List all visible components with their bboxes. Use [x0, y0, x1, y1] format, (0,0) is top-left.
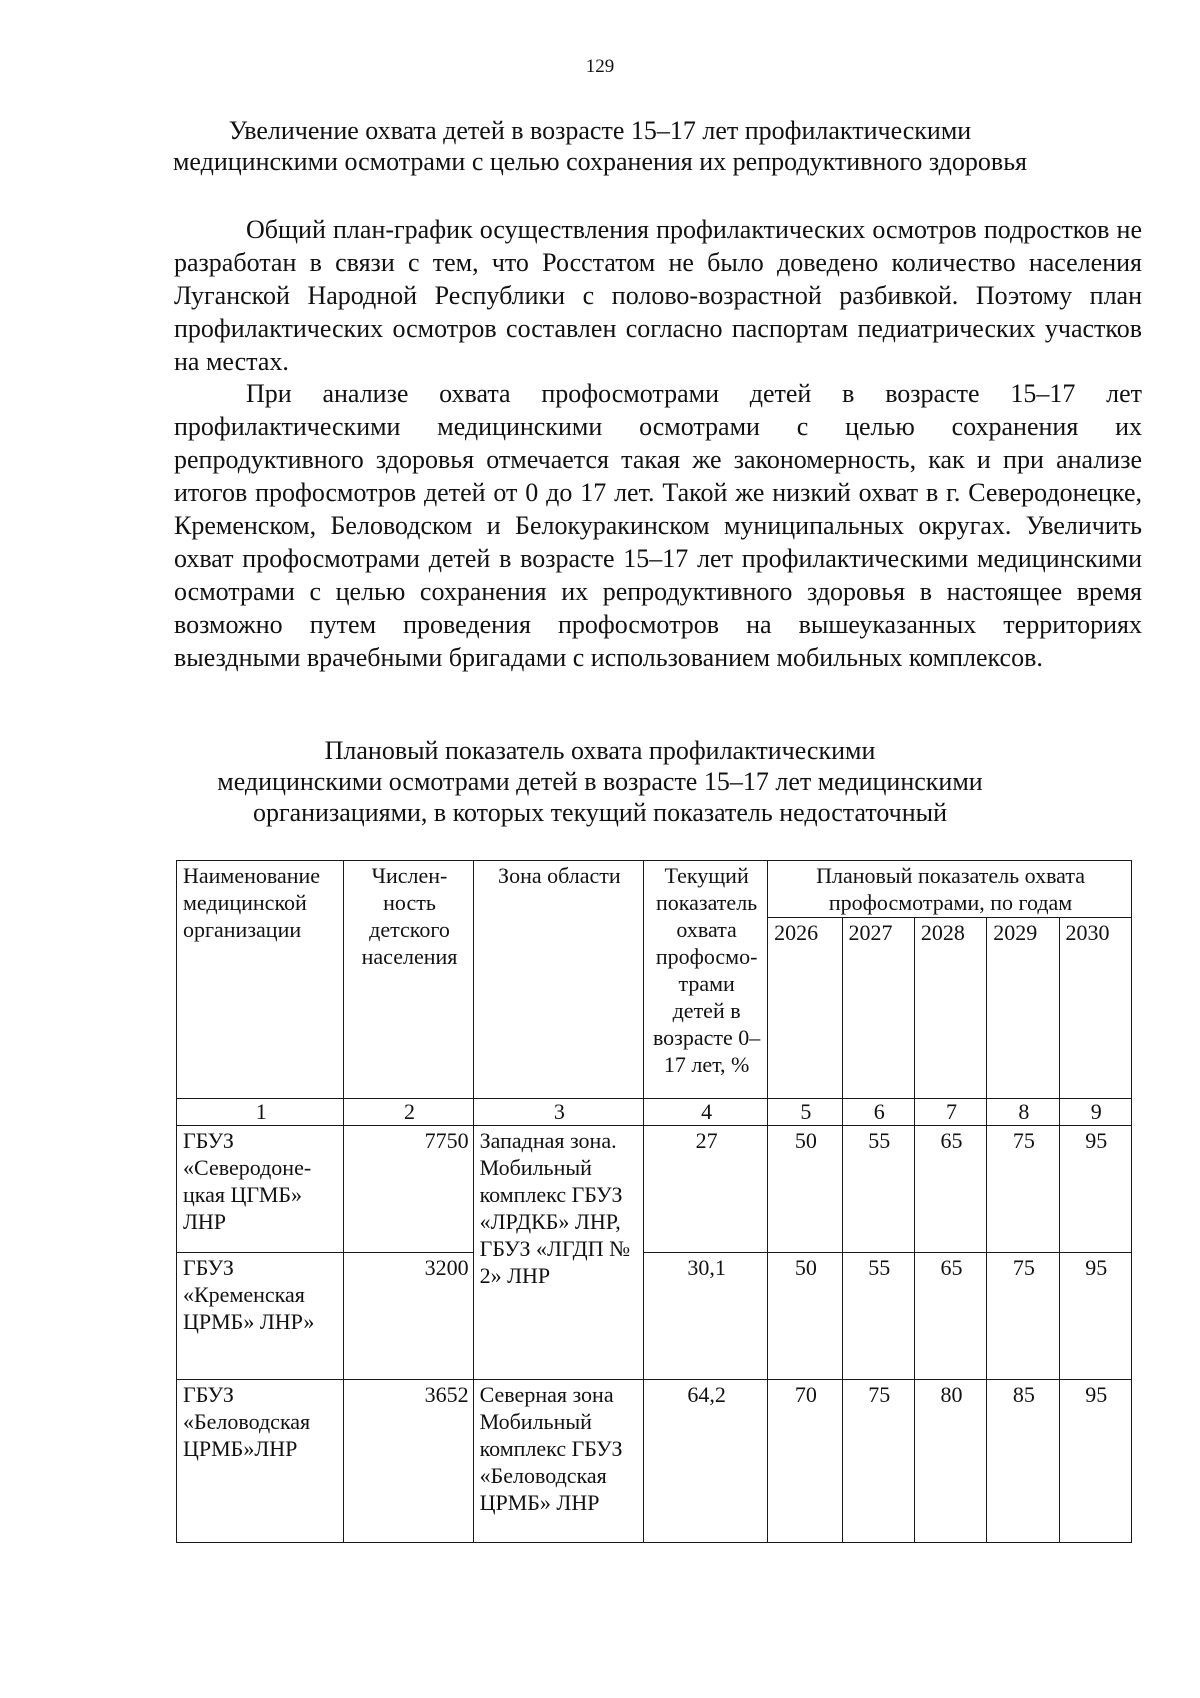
- coverage-plan-table: [176, 860, 1132, 1543]
- table-row: [177, 1126, 1132, 1253]
- header-year: 2027: [842, 918, 914, 1099]
- header-current: Текущий показатель охвата профосмо-трами детей в возрасте 0–17 лет, %: [644, 861, 768, 1099]
- column-number: 9: [1059, 1099, 1131, 1126]
- header-zone: Зона области: [473, 861, 644, 1099]
- paragraph-coverage-analysis: [174, 377, 1142, 674]
- current-value: 30,1: [644, 1253, 768, 1380]
- table-title-line: организациями, в которых текущий показатель недостаточный: [252, 798, 948, 827]
- column-number: 2: [344, 1099, 473, 1126]
- header-population: Числен-ность детского населения: [344, 861, 473, 1099]
- population-value: 3200: [344, 1253, 473, 1380]
- section-title-line: Увеличение охвата детей в возрасте 15–17 лет профилактическими: [228, 116, 972, 145]
- header-plan: Плановый показатель охвата профосмотрами, по годам: [768, 861, 1132, 918]
- plan-value: 95: [1059, 1126, 1131, 1253]
- column-number-row: [177, 1099, 1132, 1126]
- header-year: 2028: [914, 918, 986, 1099]
- column-number: 6: [842, 1099, 914, 1126]
- header-org: Наименование медицинской организации: [177, 861, 344, 1099]
- plan-value: 75: [842, 1380, 914, 1543]
- paragraph-text: При анализе охвата профосмотрами детей в возрасте 15–17 лет профилактическими медицинскими осмотрами с целью сохранения их репродуктивного здоровья отмечается такая же закономерность, как и при анализе итогов профосмотров детей от 0 до 17 лет. Такой же низкий охват в г. Северодонецке, Кременском, Беловодском и Белокуракинском муниципальных округах. Увеличить охват профосмотрами детей в возрасте 15–17 лет профилактическими медицинскими осмотрами с целью сохранения их репродуктивного здоровья в настоящее время возможно путем проведения профосмотров на вышеуказанных территориях выездными врачебными бригадами с использованием мобильных комплексов.: [174, 379, 1142, 672]
- table-title: [160, 735, 1040, 828]
- zone-north: Северная зона Мобильный комплекс ГБУЗ «Беловодская ЦРМБ» ЛНР: [473, 1380, 644, 1543]
- zone-west: Западная зона. Мобильный комплекс ГБУЗ «ЛРДКБ» ЛНР, ГБУЗ «ЛГДП № 2» ЛНР: [473, 1126, 644, 1380]
- table-row: [177, 1380, 1132, 1543]
- plan-value: 85: [987, 1380, 1059, 1543]
- column-number: 8: [987, 1099, 1059, 1126]
- plan-value: 65: [914, 1126, 986, 1253]
- population-value: 3652: [344, 1380, 473, 1543]
- paragraph-plan-schedule: [174, 213, 1142, 378]
- column-number: 5: [768, 1099, 842, 1126]
- header-year: 2026: [768, 918, 842, 1099]
- column-number: 4: [644, 1099, 768, 1126]
- plan-value: 80: [914, 1380, 986, 1543]
- org-name: ГБУЗ «Кременская ЦРМБ» ЛНР»: [177, 1253, 344, 1380]
- table-header-row: [177, 861, 1132, 918]
- column-number: 7: [914, 1099, 986, 1126]
- plan-value: 75: [987, 1126, 1059, 1253]
- plan-value: 75: [987, 1253, 1059, 1380]
- population-value: 7750: [344, 1126, 473, 1253]
- current-value: 64,2: [644, 1380, 768, 1543]
- plan-value: 70: [768, 1380, 842, 1543]
- header-year: 2029: [987, 918, 1059, 1099]
- current-value: 27: [644, 1126, 768, 1253]
- plan-value: 50: [768, 1253, 842, 1380]
- plan-value: 65: [914, 1253, 986, 1380]
- page-number: 129: [585, 56, 615, 77]
- table-row: [177, 1253, 1132, 1380]
- plan-value: 55: [842, 1253, 914, 1380]
- section-title-line: медицинскими осмотрами с целью сохранения их репродуктивного здоровья: [172, 147, 1028, 176]
- org-name: ГБУЗ «Северодоне-цкая ЦГМБ» ЛНР: [177, 1126, 344, 1253]
- plan-value: 50: [768, 1126, 842, 1253]
- paragraph-text: Общий план-график осуществления профилактических осмотров подростков не разработан в связи с тем, что Росстатом не было доведено количество населения Луганской Народной Республики с полово-возрастной разбивкой. Поэтому план профилактических осмотров составлен согласно паспортам педиатрических участков на местах.: [174, 215, 1142, 376]
- table-title-line: Плановый показатель охвата профилактическими: [324, 736, 876, 765]
- table-title-line: медицинскими осмотрами детей в возрасте 15–17 лет медицинскими: [217, 767, 983, 796]
- plan-value: 95: [1059, 1380, 1131, 1543]
- org-name: ГБУЗ «Беловодская ЦРМБ»ЛНР: [177, 1380, 344, 1543]
- column-number: 3: [473, 1099, 644, 1126]
- plan-value: 55: [842, 1126, 914, 1253]
- plan-value: 95: [1059, 1253, 1131, 1380]
- header-year: 2030: [1059, 918, 1131, 1099]
- section-title: [160, 115, 1040, 177]
- column-number: 1: [177, 1099, 344, 1126]
